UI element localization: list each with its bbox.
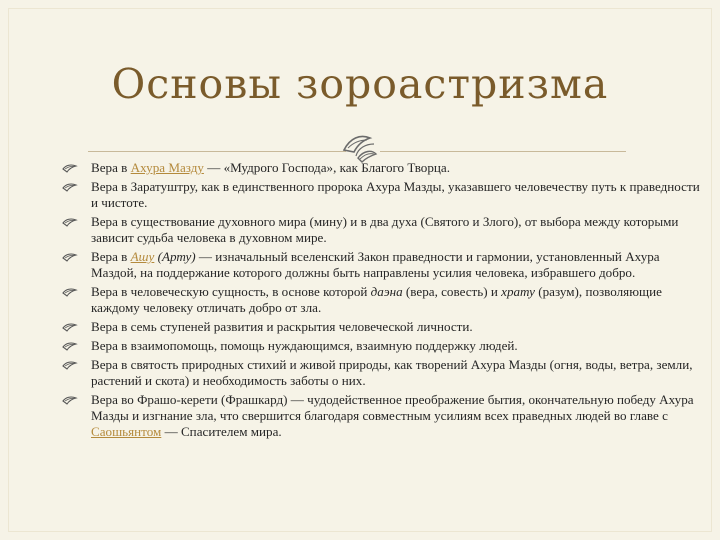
list-item — [0, 160, 720, 176]
item-text: Вера в — [91, 160, 131, 175]
item-text: Вера в взаимопомощь, помощь нуждающимся, взаимную поддержку людей. — [91, 338, 518, 353]
leaf-bullet-icon — [62, 253, 78, 262]
item-text: (Арту) — [154, 249, 196, 264]
item-text: Вера в существование духовного мира (мину) и в два духа (Святого и Злого), от выбора между которыми зависит судьба человека в духовном мире. — [91, 214, 679, 245]
item-text: Вера в человеческую сущность, в основе которой — [91, 284, 371, 299]
item-text: Вера во Фрашо-керети (Фрашкард) — чудодейственное преображение бытия, окончательную победу Ахура Мазды и изгнание зла, что свершится благодаря совместным усилиям всех праведных людей во главе с — [91, 392, 694, 423]
list-item — [0, 249, 720, 281]
wiki-link[interactable]: Саошьянтом — [91, 424, 162, 439]
list-item — [0, 284, 720, 316]
wiki-link[interactable]: Ашу — [130, 249, 155, 264]
item-text: храту — [501, 284, 535, 299]
leaf-bullet-icon — [62, 218, 78, 227]
leaf-bullet-icon — [62, 342, 78, 351]
list-item — [0, 392, 720, 440]
item-text: — изначальный вселенский Закон праведности и гармонии, установленный Ахура Маздой, на поддержание которого должны быть направлены усилия человека, избравшего добро. — [91, 249, 660, 280]
leaf-bullet-icon — [62, 323, 78, 332]
item-text: — Спасителем мира. — [161, 424, 282, 439]
item-text: Вера в семь ступеней развития и раскрытия человеческой личности. — [91, 319, 473, 334]
title-divider-right — [380, 151, 626, 152]
leaf-bullet-icon — [62, 396, 78, 405]
list-item — [0, 319, 720, 335]
item-text: (вера, совесть) и — [402, 284, 502, 299]
leaf-bullet-icon — [62, 183, 78, 192]
item-text: — «Мудрого Господа», как Благого Творца. — [203, 160, 450, 175]
list-item — [0, 357, 720, 389]
slide-title: Основы зороастризма — [111, 60, 609, 108]
list-item — [0, 179, 720, 211]
item-text: Вера в Заратуштру, как в единственного пророка Ахура Мазды, указавшего человечеству путь к праведности и чистоте. — [91, 179, 700, 210]
leaf-bullet-icon — [62, 288, 78, 297]
bullet-list — [0, 160, 720, 443]
list-item — [0, 214, 720, 246]
title-divider-left — [88, 151, 346, 152]
item-text: (разум), позволяющие каждому человеку отличать добро от зла. — [91, 284, 662, 315]
wiki-link[interactable]: Ахура Мазду — [130, 160, 204, 175]
item-text: даэна — [370, 284, 403, 299]
leaf-bullet-icon — [62, 164, 78, 173]
item-text: Вера в — [91, 249, 131, 264]
list-item — [0, 338, 720, 354]
leaf-bullet-icon — [62, 361, 78, 370]
item-text: Вера в святость природных стихий и живой природы, как творений Ахура Мазды (огня, воды, ветра, земли, растений и скота) и необходимость заботы о них. — [91, 357, 693, 388]
